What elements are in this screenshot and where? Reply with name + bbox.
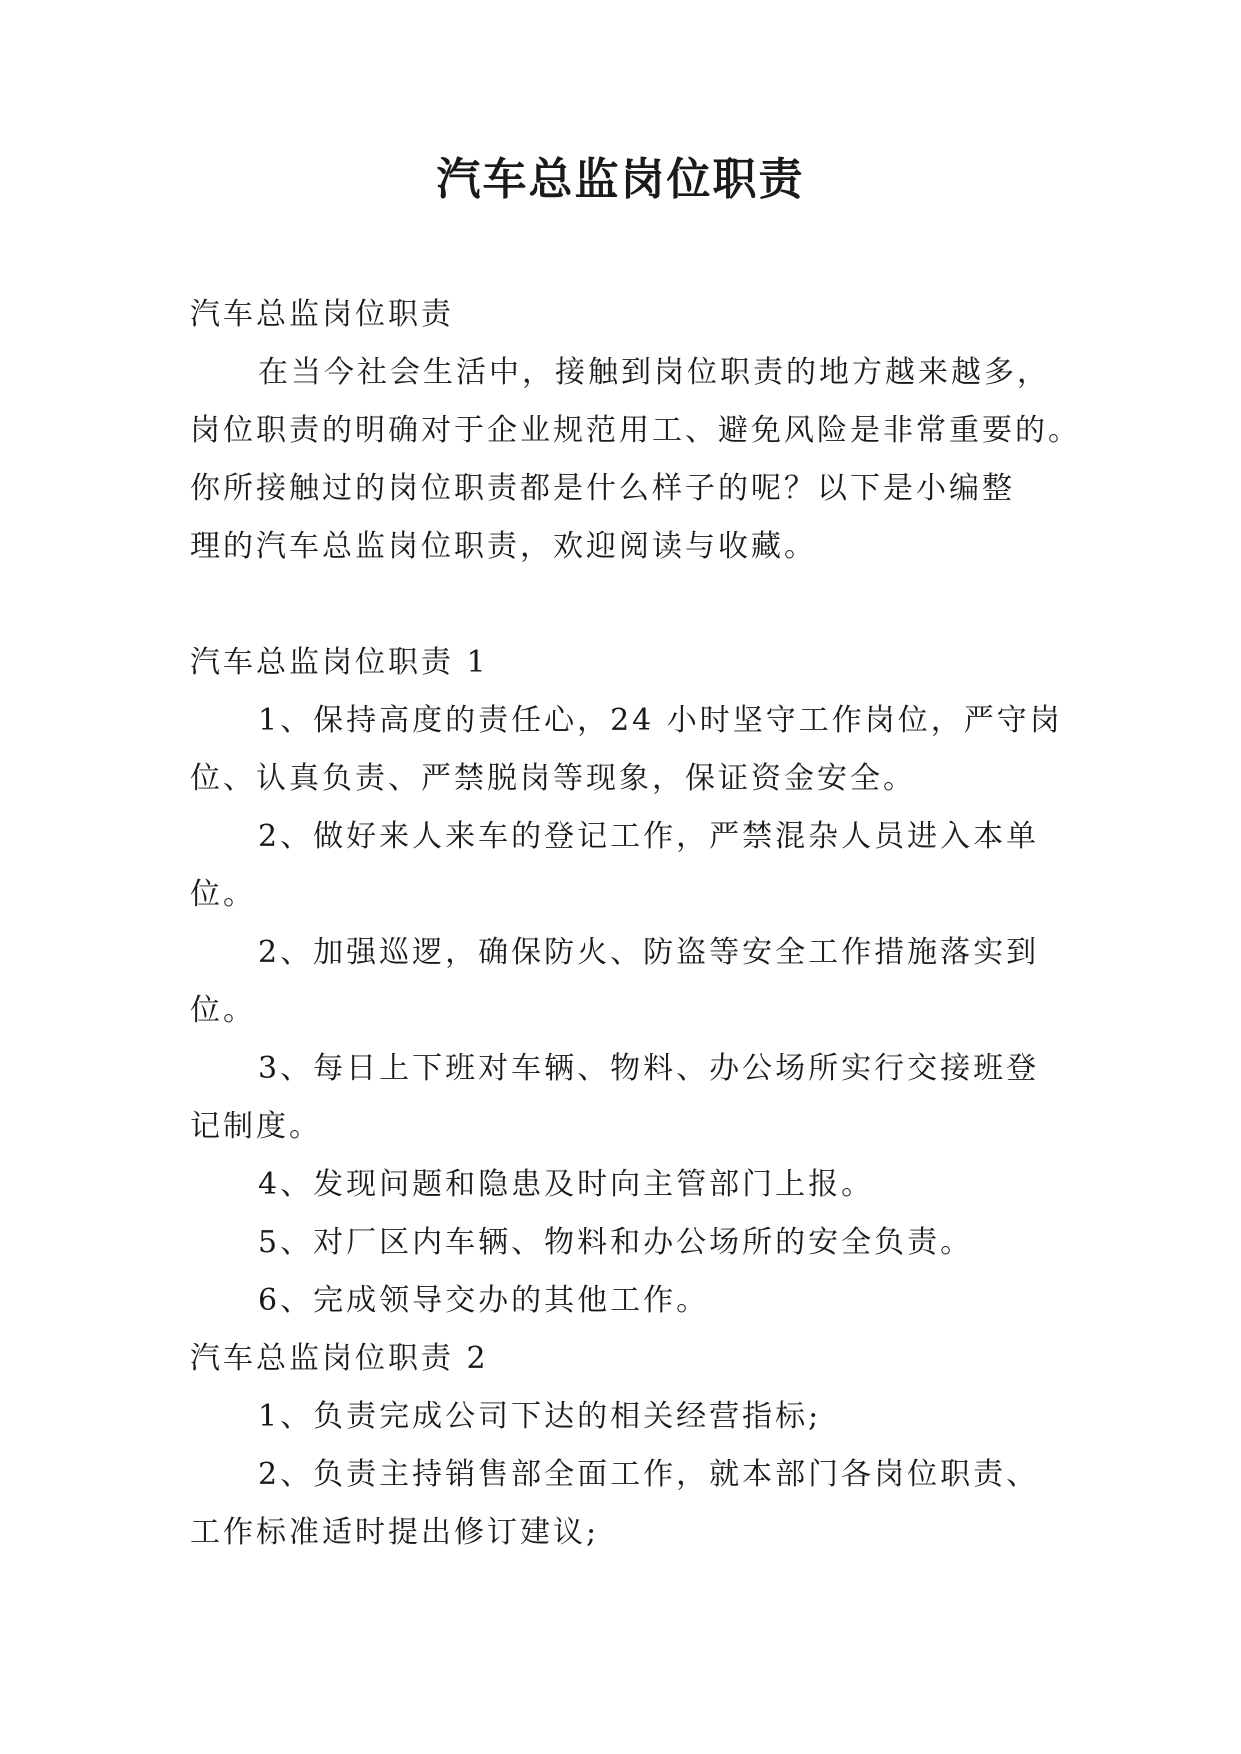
section1-item-line: 5、对厂区内车辆、物料和办公场所的安全负责。	[258, 1225, 974, 1260]
intro-line: 你所接触过的岗位职责都是什么样子的呢？以下是小编整	[190, 471, 1015, 506]
intro-line: 理的汽车总监岗位职责，欢迎阅读与收藏。	[190, 529, 817, 564]
section1-item-line: 2、做好来人来车的登记工作，严禁混杂人员进入本单	[258, 819, 1040, 854]
section2-item-line: 1、负责完成公司下达的相关经营指标;	[258, 1399, 822, 1434]
intro-line: 在当今社会生活中，接触到岗位职责的地方越来越多，	[258, 355, 1050, 390]
section1-item-line: 记制度。	[190, 1109, 322, 1144]
spacer	[190, 576, 1060, 634]
section2-item-line: 2、负责主持销售部全面工作，就本部门各岗位职责、	[258, 1457, 1040, 1492]
section2-item-line: 工作标准适时提出修订建议;	[190, 1515, 600, 1550]
section1-item-line: 2、加强巡逻，确保防火、防盗等安全工作措施落实到	[258, 935, 1040, 970]
subtitle: 汽车总监岗位职责	[190, 297, 454, 332]
document-title: 汽车总监岗位职责	[436, 154, 805, 205]
document-body	[190, 286, 1081, 1562]
section1-item-line: 位。	[190, 993, 256, 1028]
section1-item-line: 位、认真负责、严禁脱岗等现象，保证资金安全。	[190, 761, 916, 796]
section1-item-line: 位。	[190, 877, 256, 912]
section1-item-line: 6、完成领导交办的其他工作。	[258, 1283, 710, 1318]
section1-item-line: 1、保持高度的责任心，24 小时坚守工作岗位，严守岗	[258, 703, 1063, 738]
intro-line: 岗位职责的明确对于企业规范用工、避免风险是非常重要的。	[190, 413, 1081, 448]
section2-heading: 汽车总监岗位职责 2	[190, 1341, 489, 1376]
section1-item-line: 3、每日上下班对车辆、物料、办公场所实行交接班登	[258, 1051, 1040, 1086]
section1-heading: 汽车总监岗位职责 1	[190, 645, 489, 680]
section1-item-line: 4、发现问题和隐患及时向主管部门上报。	[258, 1167, 875, 1202]
